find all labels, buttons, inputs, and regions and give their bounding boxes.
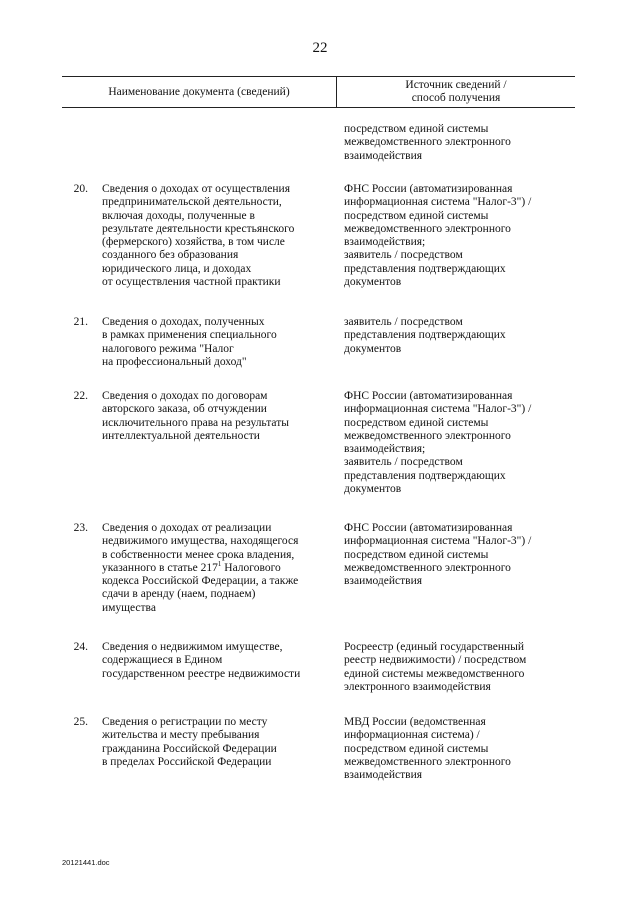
document-name-cell: Сведения о доходах по договорам авторского заказа, об отчуждении исключительного права на результаты интеллектуальной деятельности <box>102 390 289 442</box>
header-document-name: Наименование документа (сведений) <box>108 86 290 98</box>
header-source: Источник сведений / способ получения <box>405 79 507 104</box>
article-superscript: 1 <box>217 560 222 569</box>
source-cell: ФНС России (автоматизированная информационная система "Налог-3") / посредством единой системы межведомственного электронного взаимодействия; заявитель / посредством представления подтверждающих документов <box>344 390 532 496</box>
source-cell: Росреестр (единый государственный реестр недвижимости) / посредством единой системы межведомственного электронного взаимодействия <box>344 641 527 693</box>
source-cell: МВД России (ведомственная информационная система) / посредством единой системы межведомственного электронного взаимодействия <box>344 716 511 782</box>
document-name-cell: Сведения о доходах, полученных в рамках применения специального налогового режима "Налог на профессиональный доход" <box>102 316 277 368</box>
document-name-cell: Сведения о недвижимом имуществе, содержащиеся в Едином государственном реестре недвижимости <box>102 641 301 680</box>
footer-filename: 20121441.doc <box>62 858 110 867</box>
row-number: 22. <box>73 390 88 402</box>
source-cell: ФНС России (автоматизированная информационная система "Налог-3") / посредством единой системы межведомственного электронного взаимодействия; заявитель / посредством представления подтверждающих документов <box>344 183 532 289</box>
source-cell: ФНС России (автоматизированная информационная система "Налог-3") / посредством единой системы межведомственного электронного взаимодействия <box>344 522 532 588</box>
table-top-rule <box>62 76 575 77</box>
name-text-part: Сведения о доходах от реализации недвижимого имущества, находящегося в собственности менее срока владения, указанного в статье 217 <box>102 522 299 574</box>
row-number: 20. <box>73 183 88 195</box>
row-number: 24. <box>73 641 88 653</box>
name-text-part: Налогового кодекса Российской Федерации, а также сдачи в аренду (наем, поднаем) имущества <box>102 561 299 614</box>
row-number: 25. <box>73 716 88 728</box>
document-name-cell <box>102 522 340 615</box>
document-name-cell: Сведения о регистрации по месту жительства и месту пребывания гражданина Российской Федерации в пределах Российской Федерации <box>102 716 277 768</box>
source-cell: посредством единой системы межведомственного электронного взаимодействия <box>344 123 511 162</box>
row-number: 21. <box>73 316 88 328</box>
source-cell: заявитель / посредством представления подтверждающих документов <box>344 316 506 355</box>
document-name-cell: Сведения о доходах от осуществления предпринимательской деятельности, включая доходы, полученные в результате деятельности крестьянского (фермерского) хозяйства, в том числе созданного без образования юридического лица, и доходах от осуществления частной практики <box>102 183 295 289</box>
row-number: 23. <box>73 522 88 534</box>
table-header-bottom-rule <box>62 107 575 108</box>
page-number: 22 <box>312 40 328 56</box>
